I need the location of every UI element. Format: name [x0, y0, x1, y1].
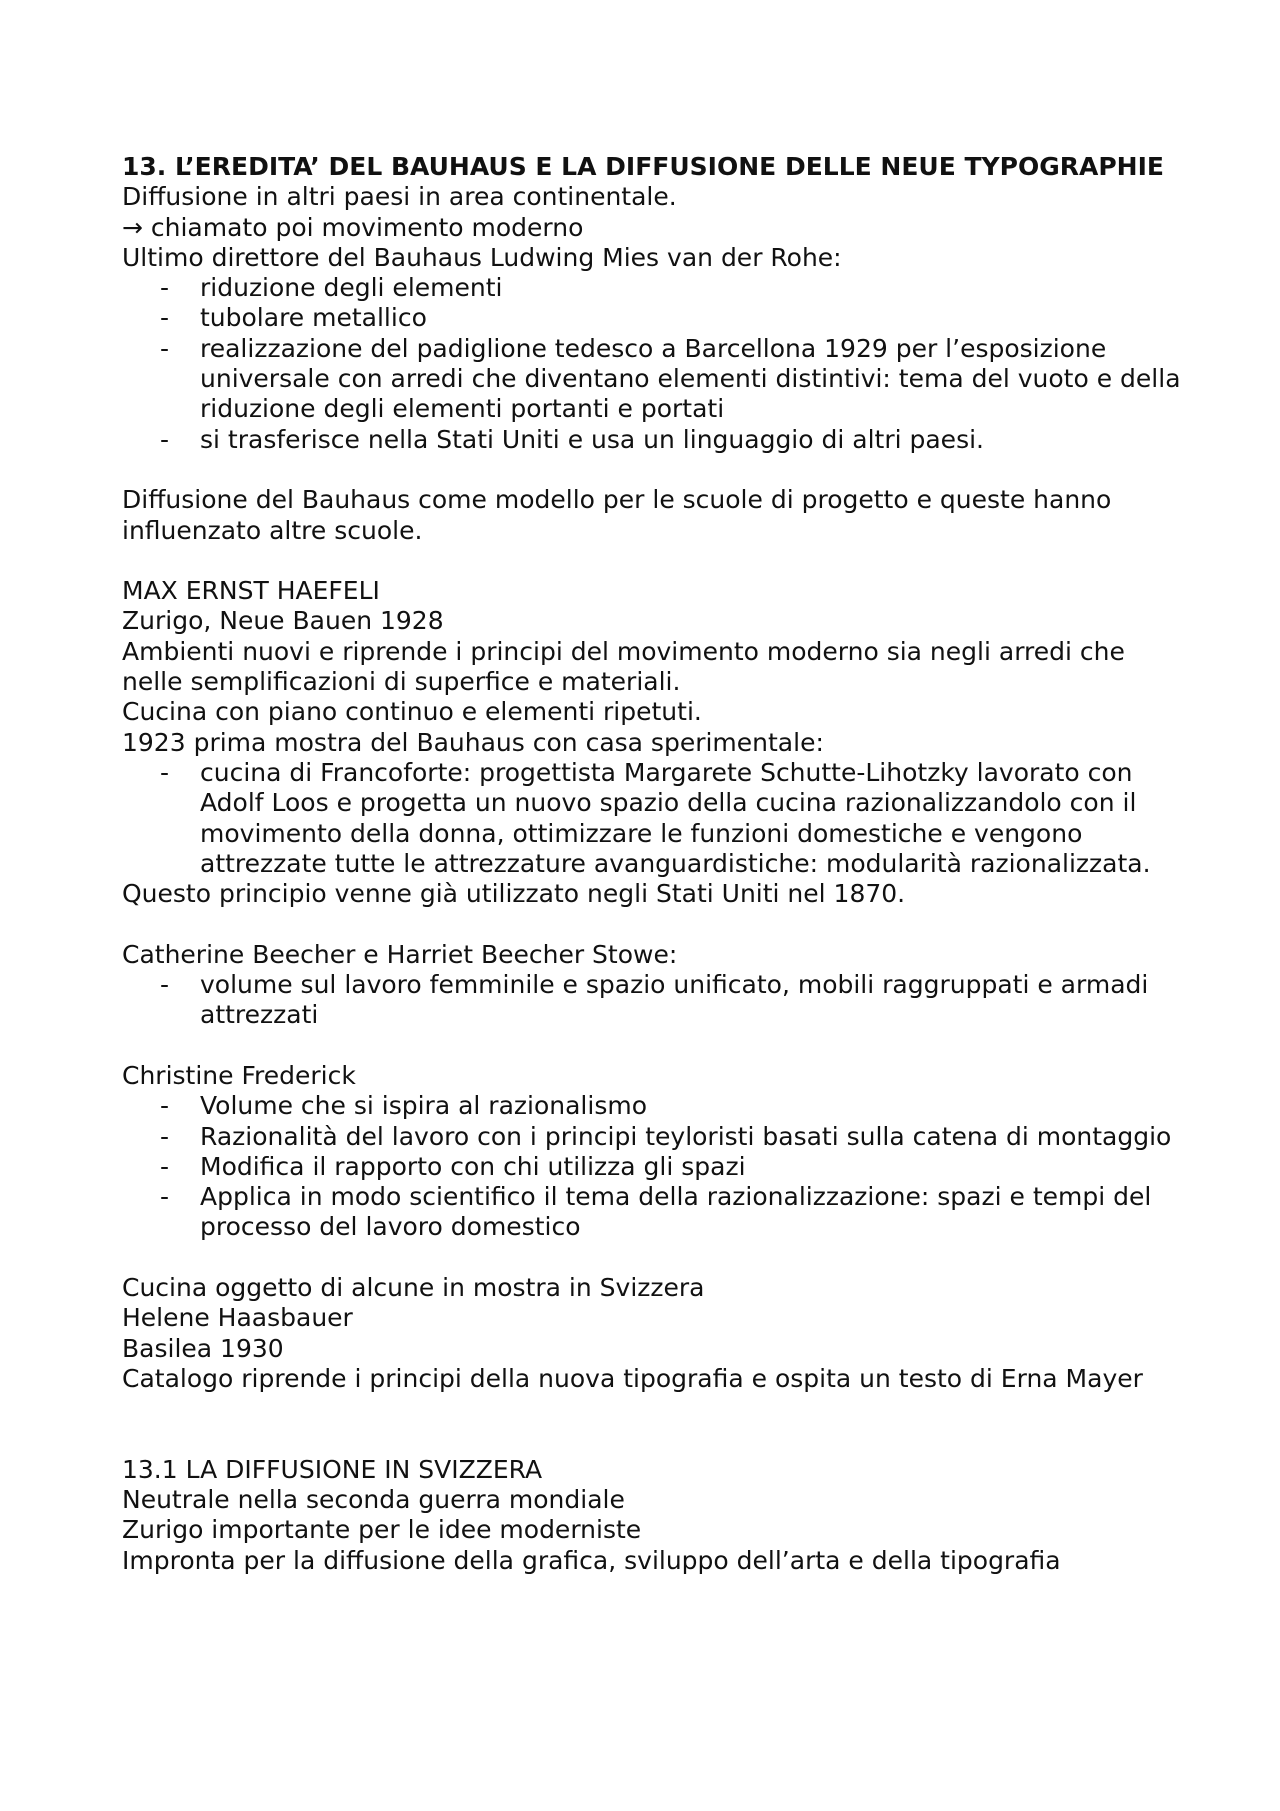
- intro-line: Diffusione in altri paesi in area continentale.: [122, 182, 677, 212]
- list-item: - tubolare metallico: [122, 303, 1182, 333]
- intro-line: Ultimo direttore del Bauhaus Ludwing Mies van der Rohe:: [122, 242, 842, 272]
- list-item: - riduzione degli elementi: [122, 273, 1182, 303]
- list-item: - Razionalità del lavoro con i principi teyloristi basati sulla catena di montaggio: [122, 1122, 1182, 1152]
- list-item: - si trasferisce nella Stati Uniti e usa un linguaggio di altri paesi.: [122, 425, 1182, 455]
- text-line: Cucina con piano continuo e elementi ripetuti.: [122, 697, 702, 727]
- document-body: [122, 152, 1182, 1576]
- text-line: Questo principio venne già utilizzato negli Stati Uniti nel 1870.: [122, 879, 906, 909]
- section-heading: MAX ERNST HAEFELI: [122, 576, 380, 606]
- spacer: [122, 1243, 1182, 1273]
- spacer: [122, 1424, 1182, 1454]
- spacer: [122, 1031, 1182, 1061]
- section-heading: Christine Frederick: [122, 1060, 356, 1090]
- diffusion-paragraph: Diffusione del Bauhaus come modello per le scuole di progetto e queste hanno influenzato altre scuole.: [122, 485, 1112, 545]
- list-item: - Applica in modo scientifico il tema della razionalizzazione: spazi e tempi del processo del lavoro domestico: [122, 1182, 1182, 1243]
- subsection-heading: 13.1 LA DIFFUSIONE IN SVIZZERA: [122, 1454, 543, 1484]
- frederick-list: [122, 1091, 1182, 1242]
- list-item: - Volume che si ispira al razionalismo: [122, 1091, 1182, 1121]
- frankfurt-list: [122, 758, 1182, 879]
- list-item: - realizzazione del padiglione tedesco a Barcellona 1929 per l’esposizione universale con arredi che diventano elementi distintivi: tema del vuoto e della riduzione degli elementi portanti e portati: [122, 334, 1182, 425]
- text-line: Zurigo, Neue Bauen 1928: [122, 606, 444, 636]
- text-line: Neutrale nella seconda guerra mondiale: [122, 1485, 625, 1515]
- spacer: [122, 909, 1182, 939]
- beecher-list: [122, 970, 1182, 1031]
- text-line: Ambienti nuovi e riprende i principi del movimento moderno sia negli arredi che nelle semplificazioni di superfice e materiali.: [122, 636, 1125, 697]
- spacer: [122, 455, 1182, 485]
- chapter-title: 13. L’EREDITA’ DEL BAUHAUS E LA DIFFUSIONE DELLE NEUE TYPOGRAPHIE: [122, 152, 1164, 181]
- spacer: [122, 546, 1182, 576]
- text-line: Cucina oggetto di alcune in mostra in Svizzera: [122, 1272, 705, 1302]
- text-line: Zurigo importante per le idee moderniste: [122, 1515, 642, 1545]
- text-line: Helene Haasbauer: [122, 1303, 353, 1333]
- text-line: Basilea 1930: [122, 1333, 284, 1363]
- intro-line: → chiamato poi movimento moderno: [122, 212, 584, 242]
- spacer: [122, 1394, 1182, 1424]
- list-item: - Modifica il rapporto con chi utilizza gli spazi: [122, 1152, 1182, 1182]
- list-item: - volume sul lavoro femminile e spazio unificato, mobili raggruppati e armadi attrezzati: [122, 970, 1182, 1031]
- section-heading: Catherine Beecher e Harriet Beecher Stowe:: [122, 939, 678, 969]
- text-line: Catalogo riprende i principi della nuova tipografia e ospita un testo di Erna Mayer: [122, 1363, 1143, 1393]
- mies-list: [122, 273, 1182, 455]
- list-item: - cucina di Francoforte: progettista Margarete Schutte-Lihotzky lavorato con Adolf Loos e progetta un nuovo spazio della cucina razionalizzandolo con il movimento della donna, ottimizzare le funzioni domestiche e vengono attrezzate tutte le attrezzature avanguardistiche: modularità razionalizzata.: [122, 758, 1182, 879]
- text-line: Impronta per la diffusione della grafica, sviluppo dell’arta e della tipografia: [122, 1545, 1061, 1575]
- text-line: 1923 prima mostra del Bauhaus con casa sperimentale:: [122, 727, 824, 757]
